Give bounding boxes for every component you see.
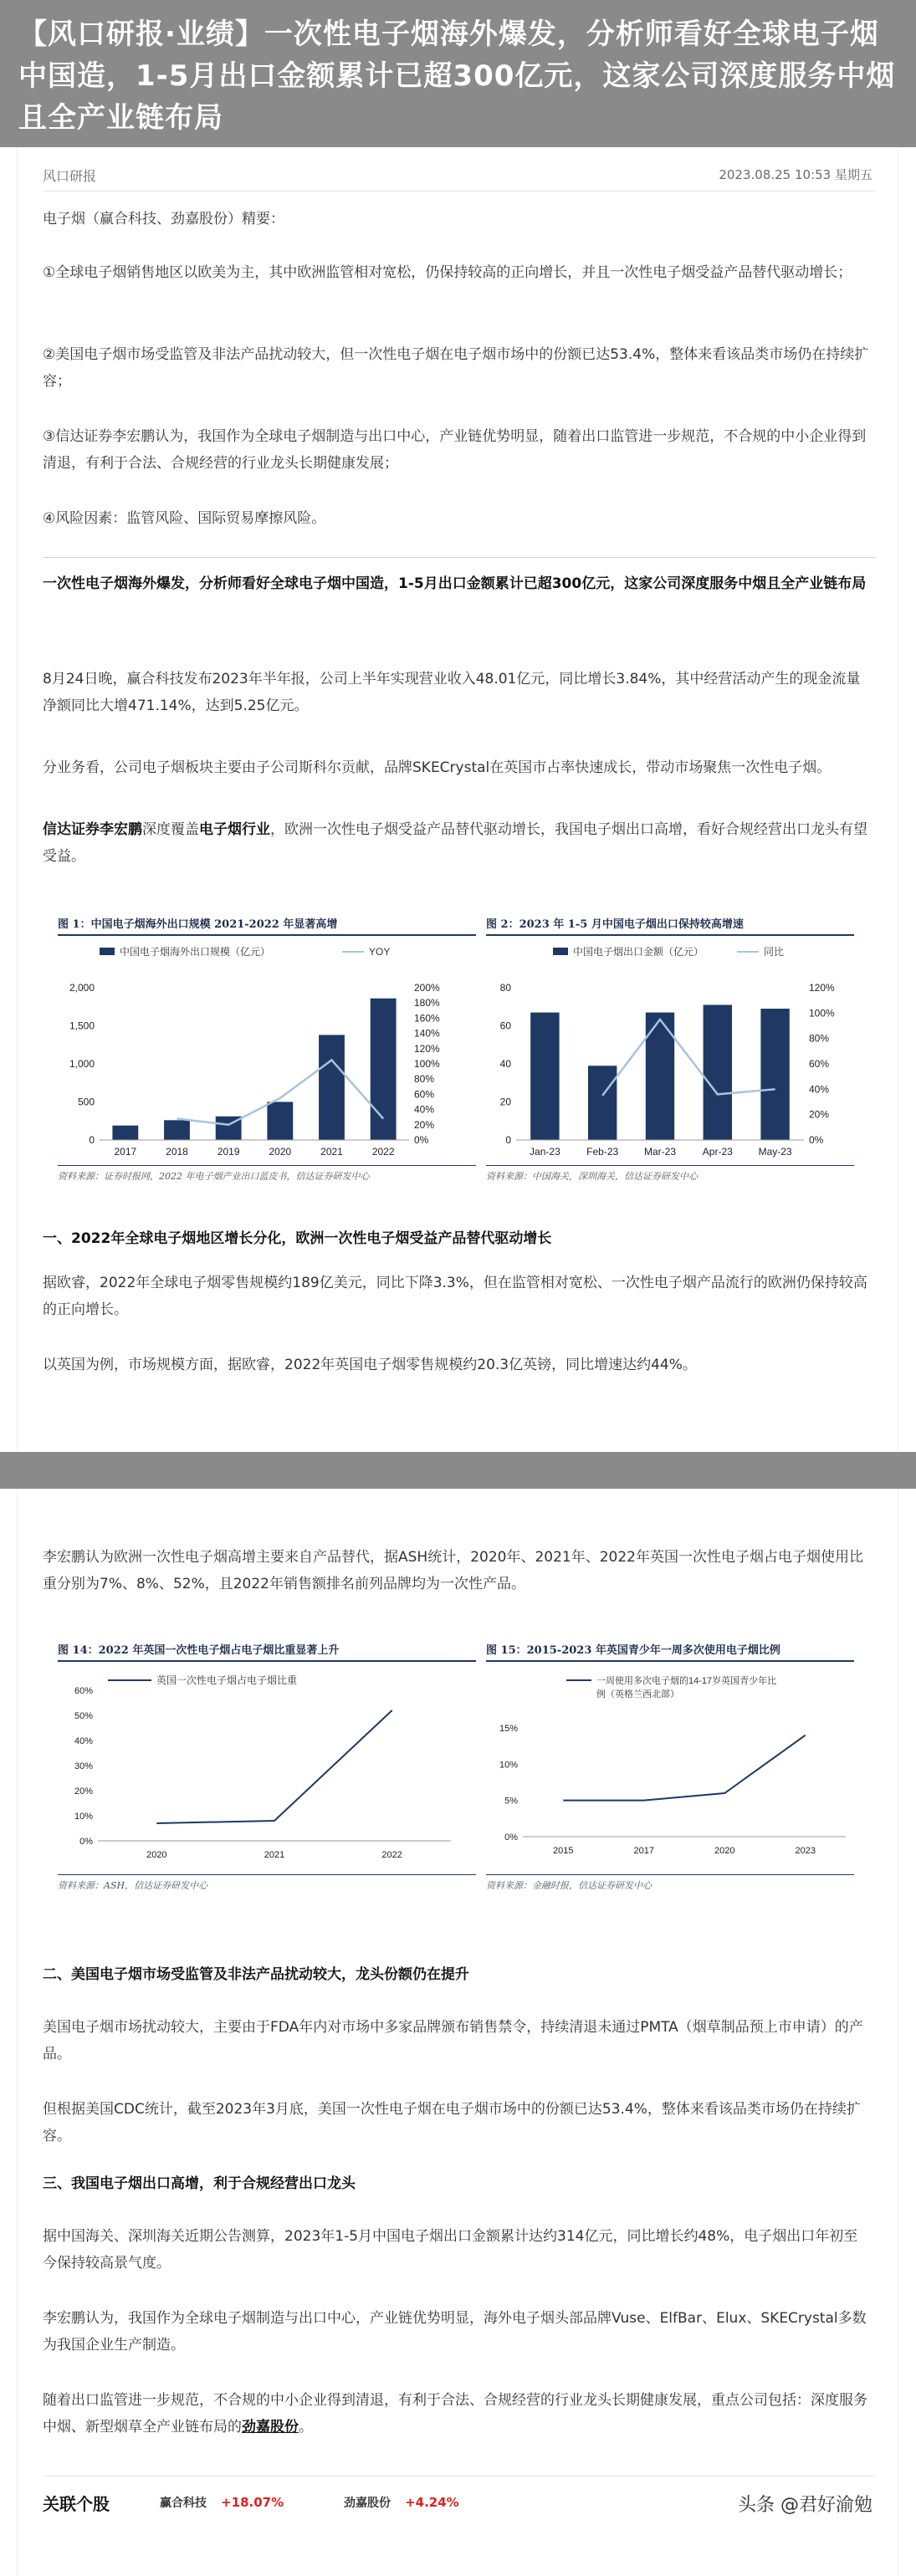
section-3-paragraph-3 <box>43 2387 871 2441</box>
y2-tick-label: 40% <box>809 1083 830 1096</box>
y-tick-label: 1,000 <box>69 1058 95 1070</box>
section-2-heading: 二、美国电子烟市场受监管及非法产品扰动较大，龙头份额仍在提升 <box>43 1966 469 1983</box>
x-tick-label: Jan-23 <box>530 1146 560 1158</box>
figure-14-title: 图 14：2022 年英国一次性电子烟占电子烟比重显著上升 <box>58 1644 340 1657</box>
section-1-paragraph-3: 李宏鹏认为欧洲一次性电子烟高增主要来自产品替代，据ASH统计，2020年、2021年、2022年英国一次性电子烟占电子烟使用比重分别为7%、8%、52%，且2022年销售额排名前列品牌均为一次性产品。 <box>43 1549 863 1592</box>
figure-1-title: 图 1：中国电子烟海外出口规模 2021-2022 年显著高增 <box>58 918 338 931</box>
y-tick-label: 40 <box>499 1058 511 1070</box>
bar <box>530 1013 559 1140</box>
article-card-bottom <box>17 1489 898 2576</box>
section-3-paragraph-1: 据中国海关、深圳海关近期公告测算，2023年1-5月中国电子烟出口金额累计达约314亿元，同比增长约48%，电子烟出口年初至今保持较高景气度。 <box>43 2228 858 2272</box>
x-tick-label: 2019 <box>217 1146 240 1158</box>
figure-14-bottom-rule <box>58 1874 476 1875</box>
paragraph-1: 8月24日晚，赢合科技发布2023年半年报，公司上半年实现营业收入48.01亿元，同比增长3.84%，其中经营活动产生的现金流量净额同比大增471.14%，达到5.25亿元。 <box>43 671 861 714</box>
legend-line-label: YOY <box>369 946 391 958</box>
figure-15-bottom-rule <box>486 1874 854 1875</box>
x-tick-label: 2023 <box>795 1846 816 1856</box>
stock-change: +18.07% <box>221 2495 284 2510</box>
figure-2 <box>486 915 854 1191</box>
y-tick-label: 5% <box>504 1796 518 1807</box>
y2-tick-label: 100% <box>809 1007 835 1020</box>
y2-tick-label: 200% <box>414 982 440 994</box>
legend-label: 例（英格兰西北部） <box>596 1689 679 1699</box>
x-tick-label: Feb-23 <box>586 1146 619 1158</box>
bar <box>164 1120 190 1140</box>
figure-2-rule <box>486 934 854 936</box>
watermark: 头条 @君好渝勉 <box>738 2495 873 2516</box>
x-tick-label: 2021 <box>320 1146 343 1158</box>
x-tick-label: 2022 <box>371 1146 395 1158</box>
divider <box>43 557 876 558</box>
series-line <box>156 1710 391 1823</box>
y-tick-label: 60 <box>499 1020 511 1032</box>
y-tick-label: 0 <box>505 1134 511 1146</box>
y2-tick-label: 0% <box>414 1134 429 1146</box>
bar <box>267 1102 293 1141</box>
analyst-name: 信达证券李宏鹏 <box>43 821 142 838</box>
series-line <box>602 1020 775 1096</box>
section-3-paragraph-2: 李宏鹏认为，我国作为全球电子烟制造与出口中心，产业链优势明显，海外电子烟头部品牌Vuse、ElfBar、Elux、SKECrystal多数为我国企业生产制造。 <box>43 2310 867 2354</box>
paragraph-3 <box>43 816 871 870</box>
bar <box>760 1009 789 1140</box>
bar <box>112 1126 138 1140</box>
y2-tick-label: 20% <box>809 1108 830 1121</box>
figure-15 <box>486 1641 854 1900</box>
x-tick-label: 2017 <box>114 1146 137 1158</box>
legend-bar-swatch <box>553 948 568 955</box>
y-tick-label: 2,000 <box>69 982 95 994</box>
y2-tick-label: 80% <box>414 1073 435 1086</box>
x-tick-label: 2020 <box>146 1850 167 1860</box>
section-1-paragraph-2: 以英国为例，市场规模方面，据欧睿，2022年英国电子烟零售规模约20.3亿英镑，同比增速达约44%。 <box>43 1357 697 1373</box>
related-stocks-label: 关联个股 <box>43 2494 110 2514</box>
publish-date: 2023.08.25 10:53 星期五 <box>719 167 873 182</box>
intro-text: 电子烟（赢合科技、劲嘉股份）精要： <box>43 211 284 227</box>
y2-tick-label: 180% <box>414 997 440 1009</box>
x-tick-label: 2020 <box>269 1146 292 1158</box>
section-3-paragraph-3-text: 随着出口监管进一步规范，不合规的中小企业得到清退，有利于合法、合规经营的行业龙头长期健康发展，重点公司包括：深度服务中烟、新型烟草全产业链布局的 <box>43 2392 867 2435</box>
y-tick-label: 80 <box>499 982 511 994</box>
bar <box>371 999 397 1140</box>
headline-banner <box>0 0 916 147</box>
paragraph-3-mid: 深度覆盖 <box>142 821 199 838</box>
legend-line-label: 同比 <box>764 946 785 958</box>
section-2-paragraph-2: 但根据美国CDC统计，截至2023年3月底，美国一次性电子烟在电子烟市场中的份额已达53.4%，整体来看该品类市场仍在持续扩容。 <box>43 2101 861 2144</box>
legend-bar-label: 中国电子烟海外出口规模（亿元） <box>120 946 271 958</box>
x-tick-label: 2017 <box>633 1846 654 1856</box>
article-card-top <box>17 147 898 1452</box>
stock-change: +4.24% <box>405 2495 459 2510</box>
x-tick-label: Apr-23 <box>702 1146 733 1158</box>
figure-15-title: 图 15：2015-2023 年英国青少年一周多次使用电子烟比例 <box>486 1644 780 1657</box>
y-tick-label: 50% <box>74 1711 93 1721</box>
y2-tick-label: 60% <box>809 1058 830 1070</box>
y-tick-label: 500 <box>77 1096 95 1108</box>
point-1: ①全球电子烟销售地区以欧美为主，其中欧洲监管相对宽松，仍保持较高的正向增长，并且一次性电子烟受益产品替代驱动增长； <box>43 264 852 281</box>
x-tick-label: 2018 <box>166 1146 188 1158</box>
figure-14-source: 资料来源：ASH，信达证券研发中心 <box>58 1880 208 1891</box>
figure-2-source: 资料来源：中国海关，深圳海关，信达证券研发中心 <box>486 1171 698 1182</box>
y-tick-label: 10% <box>499 1760 518 1771</box>
figure-14-rule <box>58 1660 476 1662</box>
y2-tick-label: 120% <box>809 982 835 994</box>
figure-15-chart <box>486 1665 854 1874</box>
figure-1 <box>58 915 476 1191</box>
y-tick-label: 30% <box>74 1761 93 1771</box>
headline: 【风口研报·业绩】一次性电子烟海外爆发，分析师看好全球电子烟中国造，1-5月出口金额累计已超300亿元，这家公司深度服务中烟且全产业链布局 <box>18 18 896 135</box>
x-tick-label: 2022 <box>381 1850 402 1860</box>
stock-item-yinghe[interactable] <box>160 2494 284 2511</box>
y2-tick-label: 160% <box>414 1012 440 1025</box>
section-gap <box>0 1452 916 1489</box>
x-tick-label: 2020 <box>714 1846 735 1856</box>
stock-name: 劲嘉股份 <box>344 2497 391 2510</box>
y2-tick-label: 20% <box>414 1118 435 1131</box>
series-line <box>563 1735 806 1801</box>
figure-2-chart <box>486 939 854 1165</box>
x-tick-label: 2015 <box>553 1846 574 1856</box>
sub-headline: 一次性电子烟海外爆发，分析师看好全球电子烟中国造，1-5月出口金额累计已超300亿元，这家公司深度服务中烟且全产业链布局 <box>43 575 867 592</box>
figure-1-source: 资料来源：证券时报网，2022 年电子烟产业出口蓝皮书，信达证券研发中心 <box>58 1171 370 1182</box>
divider <box>43 191 876 192</box>
figure-1-bottom-rule <box>58 1165 476 1166</box>
bar <box>588 1066 617 1140</box>
section-3-paragraph-3-end: 。 <box>299 2419 313 2435</box>
bar <box>704 1004 732 1140</box>
bar <box>319 1035 345 1140</box>
section-3-heading: 三、我国电子烟出口高增，利于合规经营出口龙头 <box>43 2175 356 2192</box>
figure-2-bottom-rule <box>486 1165 854 1166</box>
x-tick-label: May-23 <box>758 1146 792 1158</box>
source-label[interactable]: 风口研报 <box>43 168 97 184</box>
y-tick-label: 15% <box>499 1724 518 1734</box>
y-tick-label: 10% <box>74 1812 93 1822</box>
y-tick-label: 40% <box>74 1736 93 1746</box>
point-3: ③信达证券李宏鹏认为，我国作为全球电子烟制造与出口中心，产业链优势明显，随着出口监管进一步规范，不合规的中小企业得到清退，有利于合法、合规经营的行业龙头长期健康发展； <box>43 428 867 472</box>
figure-1-chart <box>58 939 476 1165</box>
y-tick-label: 0% <box>79 1837 93 1847</box>
y2-tick-label: 80% <box>809 1032 830 1045</box>
figure-15-source: 资料来源：金融时报，信达证券研发中心 <box>486 1880 652 1891</box>
figure-14-chart <box>58 1665 476 1874</box>
figure-14 <box>58 1641 476 1900</box>
legend-bar-swatch <box>100 948 115 955</box>
section-2-paragraph-1: 美国电子烟市场扰动较大，主要由于FDA年内对市场中多家品牌颁布销售禁令，持续清退未通过PMTA（烟草制品预上市申请）的产品。 <box>43 2019 863 2062</box>
y-tick-label: 1,500 <box>69 1020 95 1032</box>
figure-1-rule <box>58 934 476 936</box>
figure-2-title: 图 2：2023 年 1-5 月中国电子烟出口保持较高增速 <box>486 918 744 931</box>
stock-link-jinjia[interactable]: 劲嘉股份 <box>242 2419 299 2435</box>
legend-label: 英国一次性电子烟占电子烟比重 <box>156 1674 298 1686</box>
y-tick-label: 60% <box>74 1686 93 1696</box>
point-2: ②美国电子烟市场受监管及非法产品扰动较大，但一次性电子烟在电子烟市场中的份额已达53.4%，整体来看该品类市场仍在持续扩容； <box>43 346 869 390</box>
y2-tick-label: 40% <box>414 1103 435 1116</box>
legend-label: 一周使用多次电子烟的14-17岁英国青少年比 <box>596 1676 777 1686</box>
y2-tick-label: 120% <box>414 1042 440 1055</box>
y2-tick-label: 0% <box>809 1134 824 1146</box>
stock-item-jinjia[interactable] <box>344 2494 459 2511</box>
x-tick-label: Mar-23 <box>643 1146 677 1158</box>
industry-name: 电子烟行业 <box>199 821 270 838</box>
x-tick-label: 2021 <box>264 1850 285 1860</box>
section-1-paragraph-1: 据欧睿，2022年全球电子烟零售规模约189亿美元，同比下降3.3%，但在监管相对宽松、一次性电子烟产品流行的欧洲仍保持较高的正向增长。 <box>43 1275 867 1318</box>
paragraph-2: 分业务看，公司电子烟板块主要由子公司斯科尔贡献，品牌SKECrystal在英国市占率快速成长，带动市场聚焦一次性电子烟。 <box>43 759 832 776</box>
y-tick-label: 0 <box>89 1134 95 1146</box>
stock-name: 赢合科技 <box>160 2497 207 2510</box>
y2-tick-label: 100% <box>414 1058 440 1070</box>
paragraph-3-rest: ，欧洲一次性电子烟受益产品替代驱动增长，我国电子烟出口高增，看好合规经营出口龙头有望受益。 <box>43 821 867 865</box>
section-1-heading: 一、2022年全球电子烟地区增长分化，欧洲一次性电子烟受益产品替代驱动增长 <box>43 1230 552 1247</box>
y-tick-label: 0% <box>504 1832 518 1843</box>
y2-tick-label: 60% <box>414 1088 435 1101</box>
figure-15-rule <box>486 1660 854 1662</box>
y-tick-label: 20% <box>74 1786 93 1797</box>
y2-tick-label: 140% <box>414 1027 440 1040</box>
point-4: ④风险因素：监管风险、国际贸易摩擦风险。 <box>43 510 326 527</box>
y-tick-label: 20 <box>499 1096 511 1108</box>
legend-bar-label: 中国电子烟出口金额（亿元） <box>573 946 704 958</box>
